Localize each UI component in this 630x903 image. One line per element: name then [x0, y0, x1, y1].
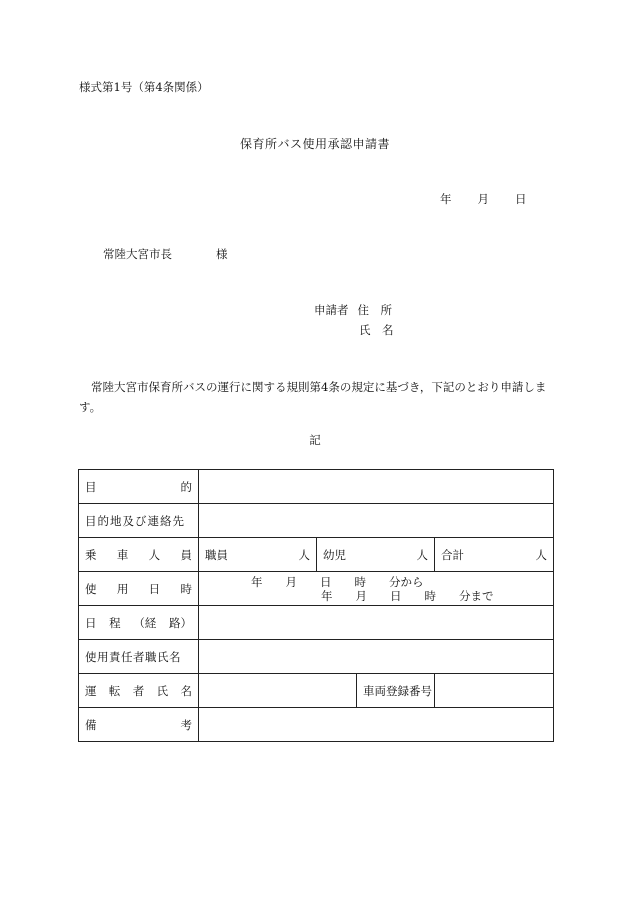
label-purpose: 目 的 [79, 470, 199, 504]
name-label: 氏 名 [359, 323, 394, 337]
applicant-name-line [359, 325, 394, 337]
label-driver: 運 転 者 氏 名 [79, 674, 199, 708]
datetime-until: 年 月 日 時 分まで [321, 588, 494, 603]
label-remarks: 備 考 [79, 708, 199, 742]
form-number: 様式第1号（第4条関係） [79, 80, 209, 94]
applicant-label: 申請者 [314, 303, 349, 317]
field-remarks[interactable] [199, 708, 554, 742]
field-vehicle-registration[interactable] [435, 674, 554, 708]
date-year: 年 [440, 192, 452, 206]
field-responsible[interactable] [199, 640, 554, 674]
document-title: 保育所バス使用承認申請書 [239, 137, 390, 151]
applicant-address-line [314, 305, 392, 317]
field-driver[interactable] [199, 674, 357, 708]
date-line [440, 194, 527, 206]
field-staff[interactable]: 職員 人 [199, 538, 317, 572]
label-passengers: 乗 車 人 員 [79, 538, 199, 572]
row-schedule [79, 606, 554, 640]
label-schedule: 日 程 （経 路） [79, 606, 199, 640]
field-usage-datetime[interactable] [199, 572, 554, 606]
row-remarks [79, 708, 554, 742]
row-passengers [79, 538, 554, 572]
addressee-honorific: 様 [216, 247, 228, 261]
ki-heading: 記 [309, 433, 321, 447]
field-destination[interactable] [199, 504, 554, 538]
addressee [103, 249, 228, 261]
row-responsible [79, 640, 554, 674]
date-month: 月 [477, 192, 489, 206]
field-purpose[interactable] [199, 470, 554, 504]
field-children[interactable]: 幼児 人 [317, 538, 435, 572]
row-usage-datetime [79, 572, 554, 606]
datetime-from: 年 月 日 時 分から [251, 574, 424, 589]
row-destination [79, 504, 554, 538]
field-schedule[interactable] [199, 606, 554, 640]
label-vehicle-registration: 車 両 登 録 番 号 [357, 674, 435, 708]
date-day: 日 [515, 192, 527, 206]
addressee-name: 常陸大宮市長 [103, 247, 172, 261]
row-driver [79, 674, 554, 708]
label-destination: 目的地及び連絡先 [79, 504, 199, 538]
body-text: 常陸大宮市保育所バスの運行に関する規則第4条の規定に基づき，下記のとおり申請します。 [79, 380, 547, 414]
label-responsible: 使用責任者職氏名 [79, 640, 199, 674]
row-purpose [79, 470, 554, 504]
label-usage-datetime: 使 用 日 時 [79, 572, 199, 606]
field-total[interactable]: 合計 人 [435, 538, 554, 572]
application-table [78, 469, 554, 742]
address-label: 住 所 [357, 303, 392, 317]
